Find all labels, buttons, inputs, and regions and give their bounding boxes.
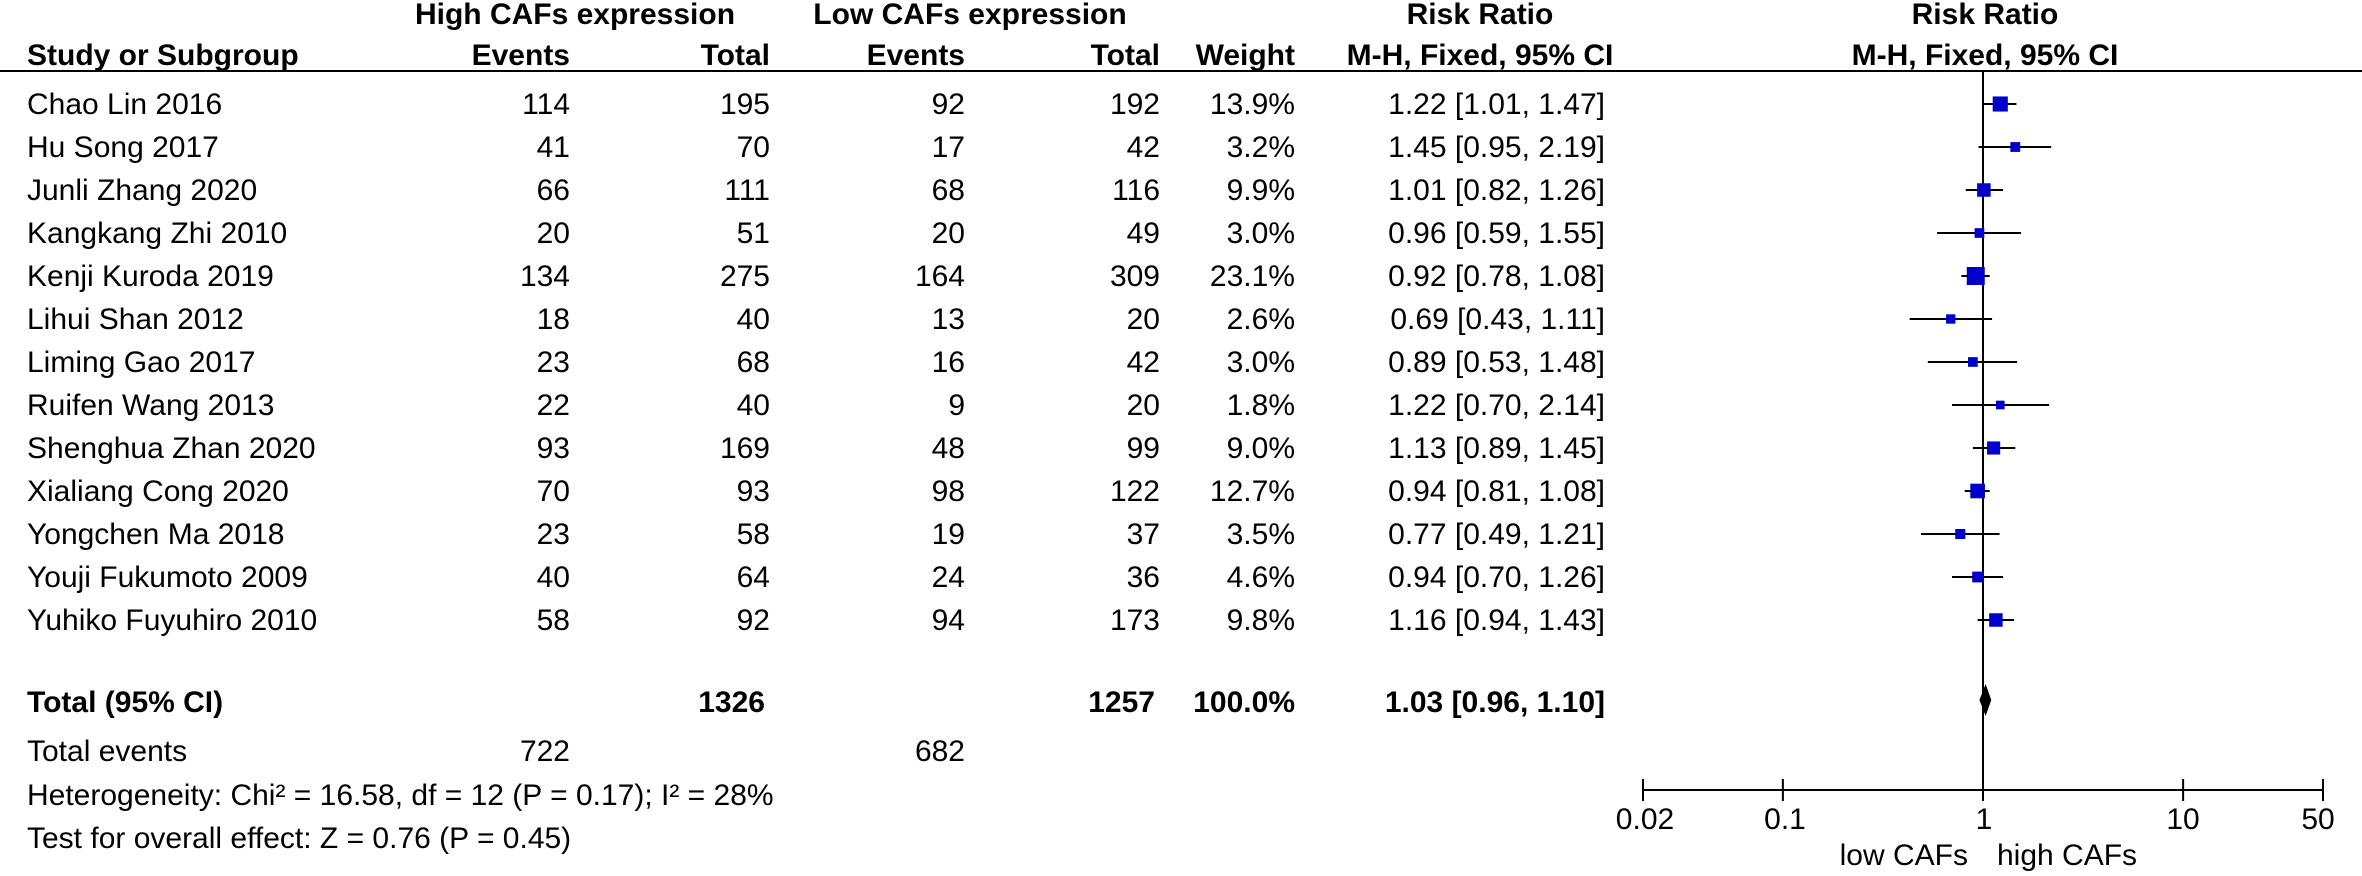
rr-value: 1.45 [0.95, 2.19] — [1388, 131, 1605, 164]
events-low: 48 — [931, 432, 965, 465]
rr-value: 0.96 [0.59, 1.55] — [1388, 217, 1605, 250]
total-high: 275 — [719, 260, 770, 293]
total1-header: Total — [700, 39, 770, 72]
rr-value: 1.16 [0.94, 1.43] — [1388, 604, 1605, 637]
tick-label: 1 — [1975, 803, 1993, 836]
group2-header: Low CAFs expression — [813, 0, 1127, 31]
weight-value: 3.5% — [1226, 518, 1295, 551]
rr-value: 0.77 [0.49, 1.21] — [1388, 518, 1605, 551]
total-low: 20 — [1126, 389, 1160, 422]
events-low: 16 — [931, 346, 965, 379]
events-low: 68 — [931, 174, 965, 207]
rr-value: 1.22 [0.70, 2.14] — [1388, 389, 1605, 422]
weight-value: 13.9% — [1209, 88, 1295, 121]
total-low: 116 — [1112, 174, 1160, 207]
events-high: 114 — [522, 88, 570, 121]
total-low: 37 — [1126, 518, 1160, 551]
plot-method-header: M-H, Fixed, 95% CI — [1851, 39, 2119, 72]
pooled-diamond — [1979, 684, 1991, 716]
rr-title: Risk Ratio — [1406, 0, 1554, 31]
events-high: 58 — [536, 604, 570, 637]
events-high: 18 — [536, 303, 570, 336]
events-low: 9 — [948, 389, 965, 422]
heterogeneity-text: Heterogeneity: Chi² = 16.58, df = 12 (P = 0.17); I² = 28% — [27, 779, 774, 812]
events-high: 70 — [536, 475, 570, 508]
effect-marker — [1989, 613, 2002, 626]
rr-value: 0.69 [0.43, 1.11] — [1390, 303, 1605, 336]
effect-marker — [1987, 441, 2000, 454]
effect-marker — [1946, 314, 1955, 323]
total-events-high: 722 — [519, 735, 570, 768]
axis-right-label: high CAFs — [1997, 839, 2138, 872]
events-high: 23 — [536, 346, 570, 379]
tick-label: 10 — [2166, 803, 2200, 836]
total-events-low: 682 — [914, 735, 965, 768]
weight-value: 9.0% — [1226, 432, 1295, 465]
weight-value: 4.6% — [1226, 561, 1295, 594]
study-name: Xialiang Cong 2020 — [27, 475, 289, 508]
total-high: 1326 — [698, 686, 765, 719]
effect-marker — [1996, 401, 2005, 410]
total-label: Total (95% CI) — [27, 686, 224, 719]
tick-label: 50 — [2301, 803, 2335, 836]
study-name: Liming Gao 2017 — [27, 346, 256, 379]
events-low: 20 — [931, 217, 965, 250]
rr-value: 1.01 [0.82, 1.26] — [1388, 174, 1605, 207]
effect-marker — [2010, 142, 2020, 152]
study-name: Lihui Shan 2012 — [27, 303, 244, 336]
total2-header: Total — [1090, 39, 1160, 72]
total-low: 99 — [1126, 432, 1160, 465]
total-high: 111 — [724, 174, 770, 207]
group1-header: High CAFs expression — [414, 0, 736, 31]
total-low: 122 — [1109, 475, 1160, 508]
total-low: 36 — [1126, 561, 1160, 594]
events-low: 13 — [931, 303, 965, 336]
effect-marker — [1968, 357, 1978, 367]
events-low: 92 — [931, 88, 965, 121]
total-high: 195 — [719, 88, 770, 121]
study-name: Yongchen Ma 2018 — [27, 518, 285, 551]
rr-value: 0.94 [0.70, 1.26] — [1388, 561, 1605, 594]
effect-marker — [1993, 96, 2008, 111]
total-events-label: Total events — [27, 735, 188, 768]
events-high: 93 — [536, 432, 570, 465]
total-high: 93 — [736, 475, 770, 508]
weight-header: Weight — [1195, 39, 1295, 72]
weight-value: 3.2% — [1226, 131, 1295, 164]
total-low: 20 — [1126, 303, 1160, 336]
events-low: 24 — [931, 561, 965, 594]
study-name: Shenghua Zhan 2020 — [27, 432, 316, 465]
effect-marker — [1970, 484, 1985, 499]
study-name: Hu Song 2017 — [27, 131, 219, 164]
events-low: 19 — [931, 518, 965, 551]
effect-marker — [1967, 267, 1985, 285]
rr-value: 1.22 [1.01, 1.47] — [1388, 88, 1605, 121]
total-low: 49 — [1126, 217, 1160, 250]
study-name: Ruifen Wang 2013 — [27, 389, 275, 422]
events-high: 40 — [536, 561, 570, 594]
events-low: 17 — [931, 131, 965, 164]
total-low: 1257 — [1088, 686, 1155, 719]
effect-marker — [1975, 228, 1985, 238]
events2-header: Events — [866, 39, 965, 72]
total-low: 192 — [1109, 88, 1160, 121]
total-high: 169 — [719, 432, 770, 465]
total-high: 64 — [736, 561, 770, 594]
events-high: 41 — [536, 131, 570, 164]
study-name: Junli Zhang 2020 — [27, 174, 258, 207]
tick-label: 0.1 — [1764, 803, 1806, 836]
events-high: 66 — [536, 174, 570, 207]
study-col-header: Study or Subgroup — [27, 39, 299, 72]
weight-value: 3.0% — [1226, 346, 1295, 379]
total-low: 42 — [1126, 346, 1160, 379]
events-low: 164 — [914, 260, 965, 293]
axis-left-label: low CAFs — [1839, 839, 1968, 872]
events-high: 134 — [519, 260, 570, 293]
events-high: 22 — [536, 389, 570, 422]
total-high: 58 — [736, 518, 770, 551]
weight-value: 9.9% — [1226, 174, 1295, 207]
total-low: 42 — [1126, 131, 1160, 164]
total-high: 51 — [736, 217, 770, 250]
study-name: Kangkang Zhi 2010 — [27, 217, 288, 250]
rr-method-header: M-H, Fixed, 95% CI — [1346, 39, 1614, 72]
effect-marker — [1955, 529, 1965, 539]
effect-marker — [1977, 183, 1991, 197]
effect-marker — [1972, 572, 1983, 583]
study-name: Chao Lin 2016 — [27, 88, 223, 121]
total-high: 40 — [736, 389, 770, 422]
rr-value: 0.89 [0.53, 1.48] — [1388, 346, 1605, 379]
weight-value: 23.1% — [1209, 260, 1295, 293]
events-high: 20 — [536, 217, 570, 250]
study-name: Kenji Kuroda 2019 — [27, 260, 274, 293]
total-low: 309 — [1109, 260, 1160, 293]
overall-effect-text: Test for overall effect: Z = 0.76 (P = 0.45) — [27, 822, 572, 855]
rr-value: 1.13 [0.89, 1.45] — [1388, 432, 1605, 465]
plot-title: Risk Ratio — [1911, 0, 2059, 31]
tick-label: 0.02 — [1615, 803, 1675, 836]
weight-value: 2.6% — [1226, 303, 1295, 336]
weight-value: 12.7% — [1209, 475, 1295, 508]
total-rr: 1.03 [0.96, 1.10] — [1384, 686, 1605, 719]
total-low: 173 — [1109, 604, 1160, 637]
weight-value: 9.8% — [1226, 604, 1295, 637]
events-low: 94 — [931, 604, 965, 637]
study-name: Yuhiko Fuyuhiro 2010 — [27, 604, 318, 637]
total-high: 68 — [736, 346, 770, 379]
weight-value: 3.0% — [1226, 217, 1295, 250]
total-high: 40 — [736, 303, 770, 336]
total-weight: 100.0% — [1193, 686, 1295, 719]
events-high: 23 — [536, 518, 570, 551]
total-high: 70 — [736, 131, 770, 164]
rr-value: 0.92 [0.78, 1.08] — [1388, 260, 1605, 293]
events-low: 98 — [931, 475, 965, 508]
events1-header: Events — [471, 39, 570, 72]
rr-value: 0.94 [0.81, 1.08] — [1388, 475, 1605, 508]
total-high: 92 — [736, 604, 770, 637]
study-name: Youji Fukumoto 2009 — [27, 561, 308, 594]
weight-value: 1.8% — [1226, 389, 1295, 422]
